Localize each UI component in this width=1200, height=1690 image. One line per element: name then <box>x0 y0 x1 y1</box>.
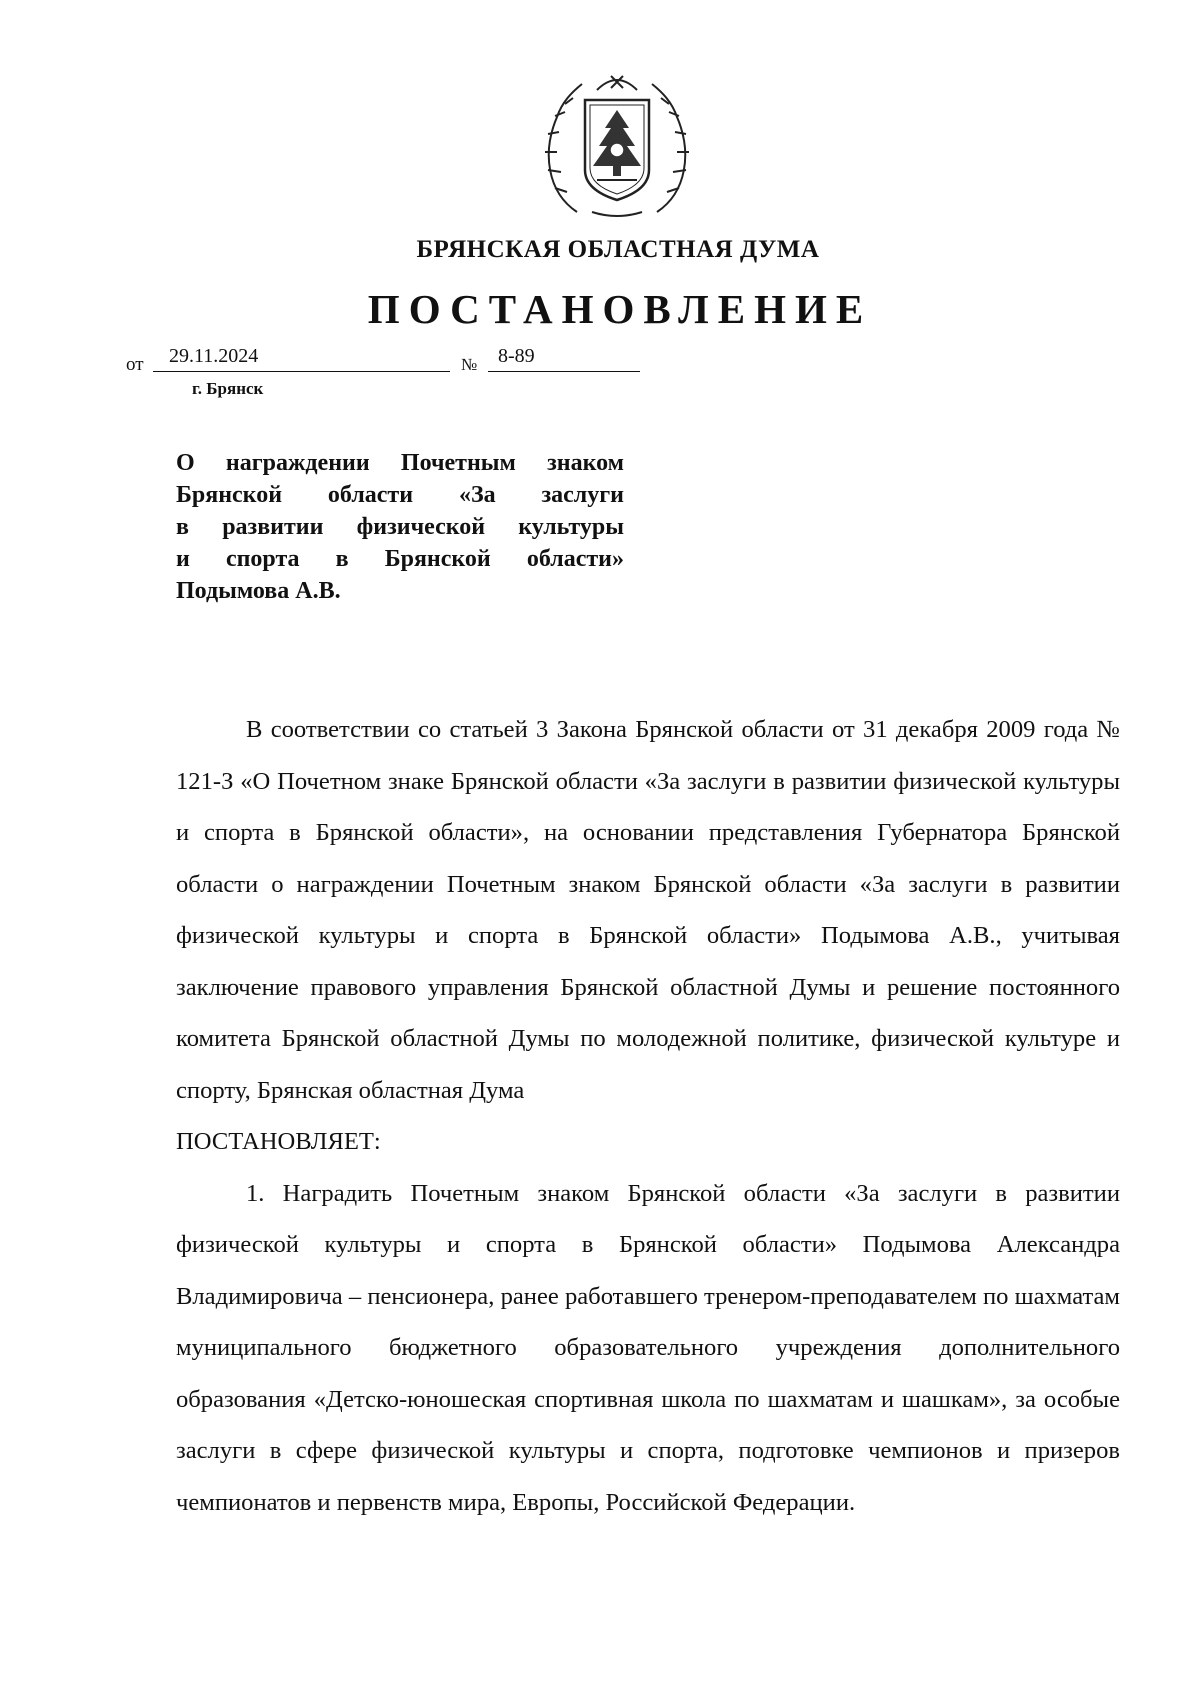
number-field <box>488 341 640 372</box>
city-label: г. Брянск <box>192 379 264 398</box>
resolves-heading: ПОСТАНОВЛЯЕТ: <box>176 1128 381 1155</box>
registration-line <box>126 342 626 375</box>
organization-name: БРЯНСКАЯ ОБЛАСТНАЯ ДУМА <box>416 236 820 263</box>
subject-line: в развитии физической культуры <box>176 514 624 540</box>
date-value: 29.11.2024 <box>169 345 259 367</box>
coat-of-arms-emblem <box>537 62 697 222</box>
date-field <box>153 341 450 372</box>
preamble-paragraph: В соответствии со статьей 3 Закона Брянской области от 31 декабря 2009 года № 121-З «О Почетном знаке Брянской области «За заслуги в развитии физической культуры и спорта в Брянской области», на основании представления Губернатора Брянской области о награждении Почетным знаком Брянской области «За заслуги в развитии физической культуры и спорта в Брянской области» Подымова А.В., учитывая заключение правового управления Брянской областной Думы и решение постоянного комитета Брянской областной Думы по молодежной политике, физической культуре и спорту, Брянская областная Дума <box>176 716 1120 1104</box>
subject-line: и спорта в Брянской области» <box>176 546 624 572</box>
number-label: № <box>461 355 478 374</box>
document-type-title: ПОСТАНОВЛЕНИЕ <box>367 286 873 332</box>
document-body <box>176 704 1120 1528</box>
document-subject <box>176 447 624 607</box>
number-value: 8-89 <box>498 345 535 367</box>
subject-line: О награждении Почетным знаком <box>176 450 624 476</box>
subject-line: Подымова А.В. <box>176 578 341 604</box>
subject-line: Брянской области «За заслуги <box>176 482 624 508</box>
date-label: от <box>126 354 144 375</box>
item-1-paragraph: 1. Наградить Почетным знаком Брянской области «За заслуги в развитии физической культуры и спорта в Брянской области» Подымова Александра Владимировича – пенсионера, ранее работавшего тренером-преподавателем по шахматам муниципального бюджетного образовательного учреждения дополнительного образования «Детско-юношеская спортивная школа по шахматам и шашкам», за особые заслуги в сфере физической культуры и спорта, подготовке чемпионов и призеров чемпионатов и первенств мира, Европы, Российской Федерации. <box>176 1179 1120 1516</box>
